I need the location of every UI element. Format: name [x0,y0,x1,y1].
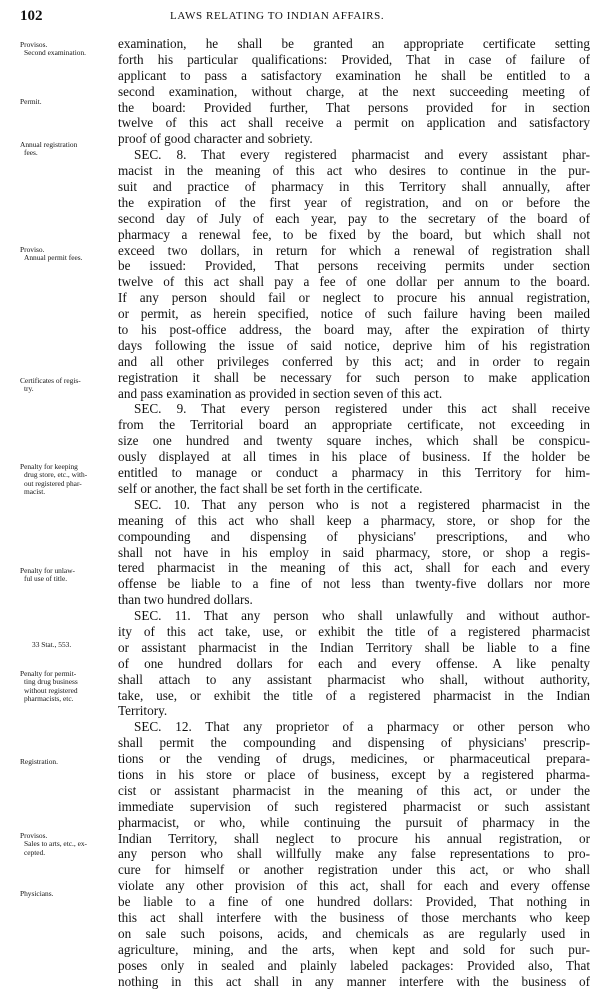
text-line: applicant to pass a satisfactory examination he shall be entitled to a [118,67,590,83]
running-title: LAWS RELATING TO INDIAN AFFAIRS. [170,10,385,22]
text-line: of one hundred dollars for each and every offense. A like penalty [118,655,590,671]
text-line: SEC. 10. That any person who is not a registered pharmacist in the [134,496,590,512]
text-line: violate any other provision of this act, shall for each and every offense [118,878,590,894]
text-line: registration it shall be necessary for such person to make application [118,369,590,385]
text-line: from the Territorial board an appropriate certificate, not exceeding in [118,417,590,433]
text-line: SEC. 11. That any person who shall unlawfully and without author- [134,608,590,624]
text-line: or permit, as herein specified, notice of such failure having been mailed [118,306,590,322]
text-line: tions in his store or place of business, except by a registered pharma- [118,766,590,782]
text-line: tered pharmacist in the meaning of this act, shall for each and every [118,560,590,576]
text-line: suit and practice of pharmacy in this Territory shall annually, after [118,179,590,195]
text-line: offense be liable to a fine of not less than twenty-five dollars nor more [118,576,590,592]
margin-note: Provisos. Second examination. [20,40,86,58]
text-line: the expiration of the first year of registration, and on or before the [118,194,590,210]
text-line: immediate supervision of such registered pharmacist or such assistant [118,798,590,814]
text-line: If any person should fail or neglect to procure his annual registration, [118,290,590,306]
page-number: 102 [20,8,43,24]
text-line: than two hundred dollars. [118,592,253,608]
margin-note: Certificates of regis- try. [20,376,81,394]
text-line: meaning of this act who shall keep a pharmacy, store, or shop for the [118,512,590,528]
text-line: shall permit the compounding and dispensing of physicians' prescrip- [118,735,590,751]
margin-note: Annual registration fees. [20,140,78,158]
text-line: be liable to a fine of one hundred dollars: Provided, That nothing in [118,894,590,910]
margin-note: Registration. [20,757,58,766]
text-line: ously displayed at all times in his place of business. If the holder be [118,449,590,465]
margin-note: Penalty for unlaw- ful use of title. [20,566,76,584]
text-line: and all other privileges conferred by this act; and in order to regain [118,353,590,369]
text-line: forth his particular qualifications: Provided, That in case of failure of [118,51,590,67]
text-line: days following the issue of said notice, deprive him of his registration [118,337,590,353]
text-line: Indian Territory, shall neglect to procure his annual registration, or [118,830,590,846]
text-line: ity of this act take, use, or exhibit the title of a registered pharmacist [118,623,590,639]
text-line: SEC. 8. That every registered pharmacist and every assistant phar- [134,147,590,163]
text-line: cist or assistant pharmacist in the meaning of this act, or under the [118,782,590,798]
body-text [118,36,590,989]
text-line: size one hundred and twenty square inches, which shall be conspicu- [118,433,590,449]
text-line: SEC. 9. That every person registered under this act shall receive [134,401,590,417]
text-line: examination, he shall be granted an appropriate certificate setting [118,36,590,51]
text-line: take, use, or exhibit the title of a registered pharmacist in the Indian [118,687,590,703]
text-line: any person who shall willfully make any false representations to pro- [118,846,590,862]
text-line: proof of good character and sobriety. [118,131,313,147]
margin-note: Physicians. [20,889,54,898]
text-line: twelve of this act shall receive a permit on application and satisfactory [118,115,590,131]
text-line: shall attach to any assistant pharmacist who shall, without authority, [118,671,590,687]
text-line: shall not have in his employ in said pharmacy, store, or shop a regis- [118,544,590,560]
margin-note: Permit. [20,97,42,106]
text-line: self or another, the fact shall be set forth in the certificate. [118,480,423,496]
text-line: twelve of this act shall pay a fee of one dollar per annum to the board. [118,274,590,290]
text-line: to his post-office address, the board may, after the expiration of thirty [118,322,590,338]
margin-note: 33 Stat., 553. [32,640,72,649]
text-line: SEC. 12. That any proprietor of a pharmacy or other person who [134,719,590,735]
text-line: macist in the meaning of this act who desires to continue in the pur- [118,163,590,179]
text-line: tions or the vending of drugs, medicines, or pharmaceutical prepara- [118,751,590,767]
text-line: Territory. [118,703,168,719]
text-line: second day of July of each year, pay to the secretary of the board of [118,210,590,226]
text-line: cure for himself or another registration under this act, or who shall [118,862,590,878]
margin-notes [0,0,118,930]
text-line: nothing in this act shall in any manner interfere with the business of [118,973,590,989]
text-line: entitled to manage or conduct a pharmacy in this Territory for him- [118,465,590,481]
margin-note: Penalty for permit- ting drug business without registered pharmacists, etc. [20,669,78,704]
text-line: pharmacy a renewal fee, to be fixed by the board, but which shall not [118,226,590,242]
text-line: compounding and dispensing of physicians' prescriptions, and who [118,528,590,544]
text-line: this act shall interfere with the business of those merchants who keep [118,909,590,925]
text-line: second examination, without charge, at the next succeeding meeting of [118,83,590,99]
text-line: on sale such poisons, acids, and chemicals as are regularly used in [118,925,590,941]
text-line: poses only in sealed and plainly labeled packages: Provided also, That [118,957,590,973]
margin-note: Proviso. Annual permit fees. [20,245,83,263]
margin-note: Penalty for keeping drug store, etc., with- out registered phar- macist. [20,462,88,497]
margin-note: Provisos. Sales to arts, etc., ex- cepted. [20,831,88,857]
text-line: pharmacist, or who, while continuing the pursuit of pharmacy in the [118,814,590,830]
text-line: agriculture, mining, and the arts, when kept and sold for such pur- [118,941,590,957]
text-line: or assistant pharmacist in the Indian Territory shall be liable to a fine [118,639,590,655]
text-line: the board: Provided further, That persons provided for in section [118,99,590,115]
text-line: be issued: Provided, That persons receiving permits under section [118,258,590,274]
text-line: and pass examination as provided in section seven of this act. [118,385,443,401]
text-line: exceed two dollars, in return for which a renewal of registration shall [118,242,590,258]
